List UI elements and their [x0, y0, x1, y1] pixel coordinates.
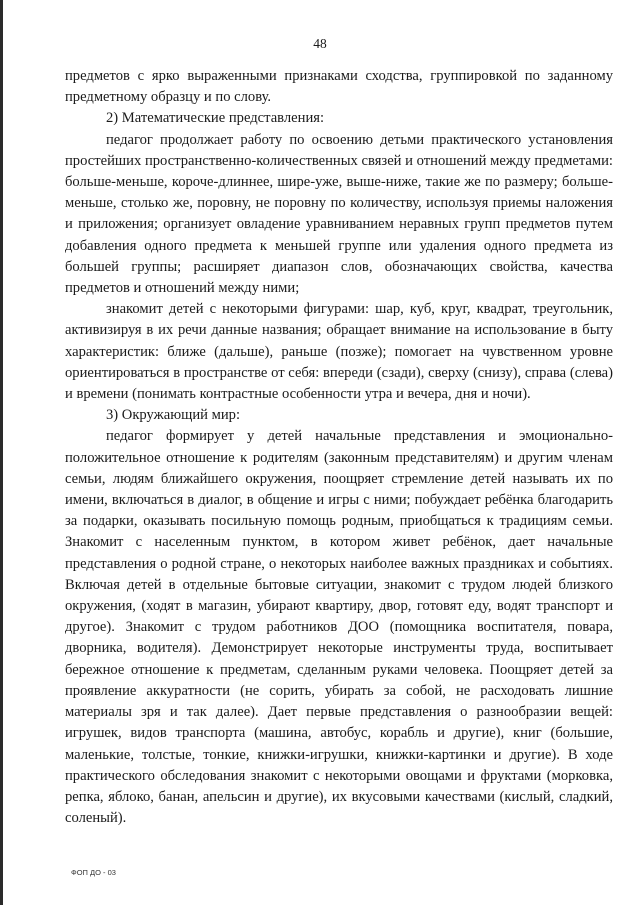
page-number: 48 [313, 36, 327, 51]
scan-edge [0, 0, 3, 905]
page-footer: ФОП ДО - 03 [71, 868, 116, 877]
paragraph-math-relations: педагог продолжает работу по освоению детьми практического установления простейших пространственно-количественных связей и отношений между предметами: больше-меньше, короче-длиннее, шире-уже, выше-ниже, такие же по размеру; больше-меньше, столько же, поровну, не поровну по количеству, используя приемы наложения и приложения; организует овладение уравниванием неравных групп предметов путем добавления одного предмета к меньшей группе или удаления одного предмета из большей группы; расширяет диапазон слов, обозначающих свойства, качества предметов и отношений между ними; [65, 131, 613, 297]
paragraph-continuation: предметов с ярко выраженными признаками сходства, группировкой по заданному предметному образцу и по слову. [65, 68, 613, 106]
section-heading-math: 2) Математические представления: [106, 110, 325, 127]
document-body [65, 66, 613, 829]
paragraph-math-figures: знакомит детей с некоторыми фигурами: шар, куб, круг, квадрат, треугольник, активизируя в их речи данные названия; обращает внимание на использование в быту характеристик: ближе (дальше), раньше (позже); помогает на чувственном уровне ориентироваться в пространстве от себя: впереди (сзади), сверху (снизу), справа (слева) и времени (понимать контрастные особенности утра и вечера, дня и ночи). [65, 301, 613, 403]
section-heading-world: 3) Окружающий мир: [106, 407, 241, 424]
paragraph-world: педагог формирует у детей начальные представления и эмоционально-положительное отношение к родителям (законным представителям) и другим членам семьи, людям ближайшего окружения, поощряет стремление детей называть их по имени, включаться в диалог, в общение и игры с ними; побуждает ребёнка благодарить за подарки, оказывать посильную помощь родным, приобщаться к традициям семьи. Знакомит с населенным пунктом, в котором живет ребёнок, дает начальные представления о родной стране, о некоторых наиболее важных праздниках и событиях. Включая детей в отдельные бытовые ситуации, знакомит с трудом людей близкого окружения, (ходят в магазин, убирают квартиру, двор, готовят еду, водят транспорт и другое). Знакомит с трудом работников ДОО (помощника воспитателя, повара, дворника, водителя). Демонстрирует некоторые инструменты труда, воспитывает бережное отношение к предметам, сделанным руками человека. Поощряет детей за проявление аккуратности (не сорить, убирать за собой, не расходовать лишние материалы зря и так далее). Дает первые представления о разнообразии вещей: игрушек, видов транспорта (машина, автобус, корабль и другие), книг (большие, маленькие, толстые, тонкие, книжки-игрушки, книжки-картинки и другие). В ходе практического обследования знакомит с некоторыми овощами и фруктами (морковка, репка, яблоко, банан, апельсин и другие), их вкусовыми качествами (кислый, сладкий, соленый). [65, 428, 613, 827]
